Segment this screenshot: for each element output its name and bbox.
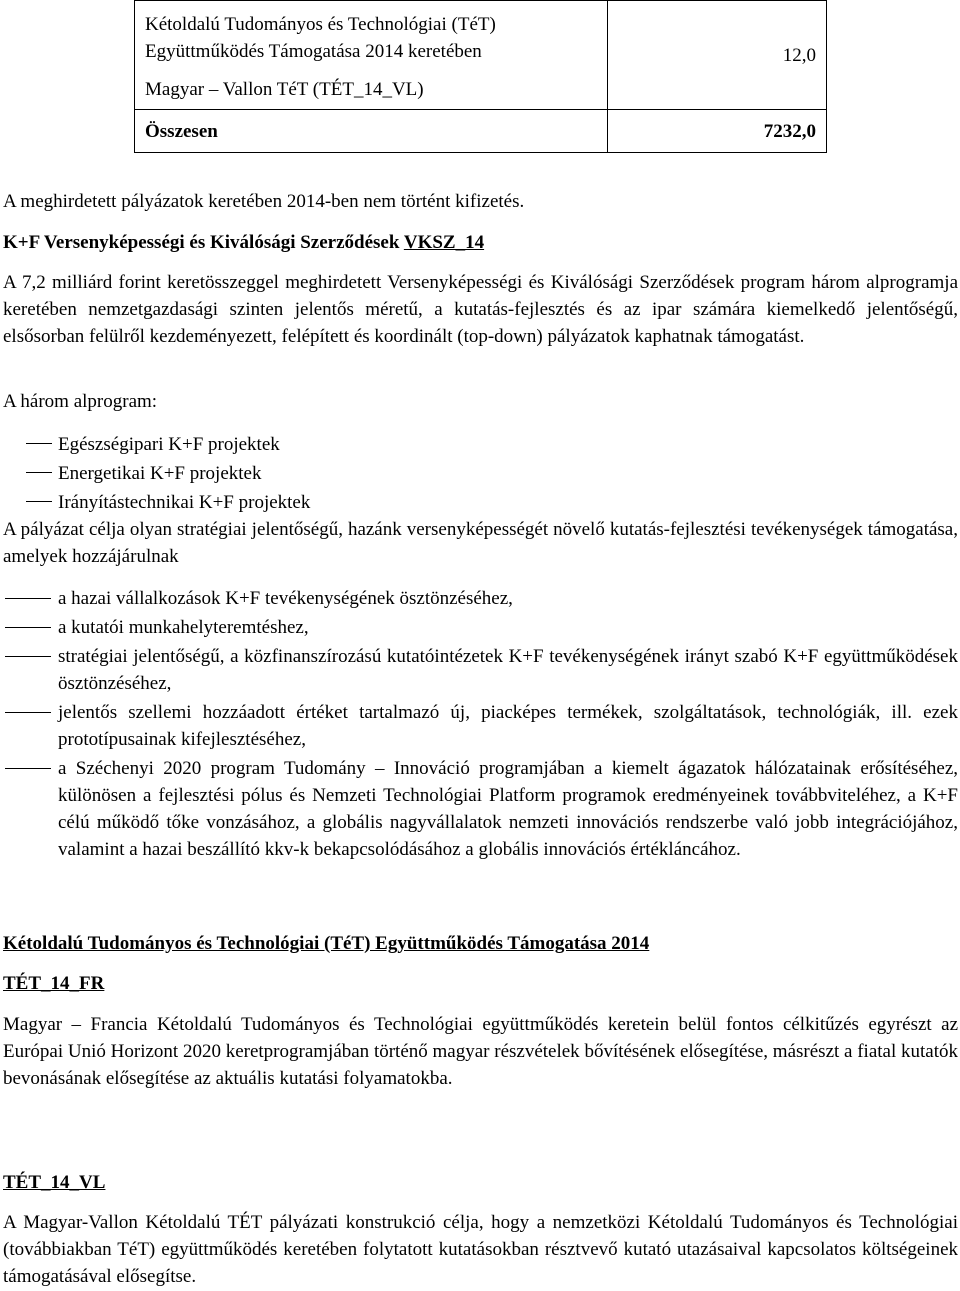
tet-vl-heading: TÉT_14_VL — [3, 1172, 106, 1193]
payment-note: A meghirdetett pályázatok keretében 2014-ben nem történt kifizetés. — [3, 191, 525, 212]
table-total-row — [135, 110, 827, 153]
total-value: 7232,0 — [608, 110, 827, 153]
program-name-line: Kétoldalú Tudományos és Technológiai (TéT) — [145, 14, 496, 35]
dash-bullet — [26, 501, 52, 502]
dash-bullet — [5, 598, 51, 599]
list-item: Irányítástechnikai K+F projektek — [3, 488, 958, 517]
dash-bullet — [5, 656, 51, 657]
budget-table — [134, 0, 827, 153]
total-label: Összesen — [135, 110, 608, 153]
tet-heading: Kétoldalú Tudományos és Technológiai (TéT) Együttműködés Támogatása 2014 — [3, 933, 650, 954]
tet-fr-heading: TÉT_14_FR — [3, 973, 105, 994]
tet-fr-paragraph: Magyar – Francia Kétoldalú Tudományos és Technológiai együttműködés keretein belül fontos célkitűzés egyrészt az Európai Unió Horizont 2020 keretprogramjában történő magyar részvételek bővítésének elősegítése, másrészt a fiatal kutatók bevonásának elősegítése az aktuális kutatási folyamatokba. — [3, 1014, 958, 1089]
subprogram-list — [3, 430, 958, 517]
list-item: a Széchenyi 2020 program Tudomány – Innováció programjában a kiemelt ágazatok hálózatainak erősítéséhez, különösen a fejlesztési pólus és Nemzeti Technológiai Platform programok eredményeinek továbbviteléhez, a K+F célú működő tőke vonzásához, a globális nagyvállalatok nemzeti innovációs rendszerbe való jobb integrációjához, valamint a hazai beszállító kkv-k bekapcsolódásához a globális innovációs értékláncához. — [3, 755, 958, 863]
goal-paragraph: A pályázat célja olyan stratégiai jelentőségű, hazánk versenyképességét növelő kutatás-fejlesztési tevékenységek támogatása, amelyek hozzájárulnak — [3, 519, 958, 567]
list-item: stratégiai jelentőségű, a közfinanszírozású kutatóintézetek K+F tevékenységének irányt szabó K+F együttműködések ösztönzéséhez, — [3, 643, 958, 697]
program-name-line: Magyar – Vallon TéT (TÉT_14_VL) — [145, 79, 424, 100]
table-row — [135, 1, 827, 110]
program-name-line: Együttműködés Támogatása 2014 keretében — [145, 41, 482, 62]
subprograms-title: A három alprogram: — [3, 391, 158, 412]
list-item: a kutatói munkahelyteremtéshez, — [3, 614, 958, 641]
dash-bullet — [5, 712, 51, 713]
table-cell-program — [135, 1, 608, 110]
vksz-heading-text: K+F Versenyképességi és Kiválósági Szerződések — [3, 232, 404, 253]
goal-list — [3, 585, 958, 863]
dash-bullet — [5, 768, 51, 769]
dash-bullet — [5, 627, 51, 628]
tet-vl-paragraph: A Magyar-Vallon Kétoldalú TÉT pályázati konstrukció célja, hogy a nemzetközi Kétoldalú Tudományos és Technológiai (továbbiakban TéT) együttműködés keretében folytatott kutatásokban résztvevő kutató utazásaival kapcsolatos költségeinek támogatásával elősegítse. — [3, 1212, 958, 1287]
vksz-heading — [3, 229, 958, 256]
vksz-intro: A 7,2 milliárd forint keretösszeggel meghirdetett Versenyképességi és Kiválósági Szerződések program három alprogramja keretében nemzetgazdasági szinten jelentős méretű, a kutatás-fejlesztés és az ipar számára kiemelkedő jelentőségű, elsősorban felülről kezdeményezett, felépített és koordinált (top-down) pályázatok kaphatnak támogatást. — [3, 272, 958, 347]
vksz-heading-code: VKSZ_14 — [403, 232, 485, 253]
list-item: Energetikai K+F projektek — [3, 459, 958, 488]
dash-bullet — [26, 472, 52, 473]
dash-bullet — [26, 443, 52, 444]
list-item: jelentős szellemi hozzáadott értéket tartalmazó új, piacképes termékek, szolgáltatások, technológiák, ill. ezek prototípusainak kifejlesztéséhez, — [3, 699, 958, 753]
table-cell-amount: 12,0 — [608, 1, 827, 110]
list-item: Egészségipari K+F projektek — [3, 430, 958, 459]
list-item: a hazai vállalkozások K+F tevékenységének ösztönzéséhez, — [3, 585, 958, 612]
